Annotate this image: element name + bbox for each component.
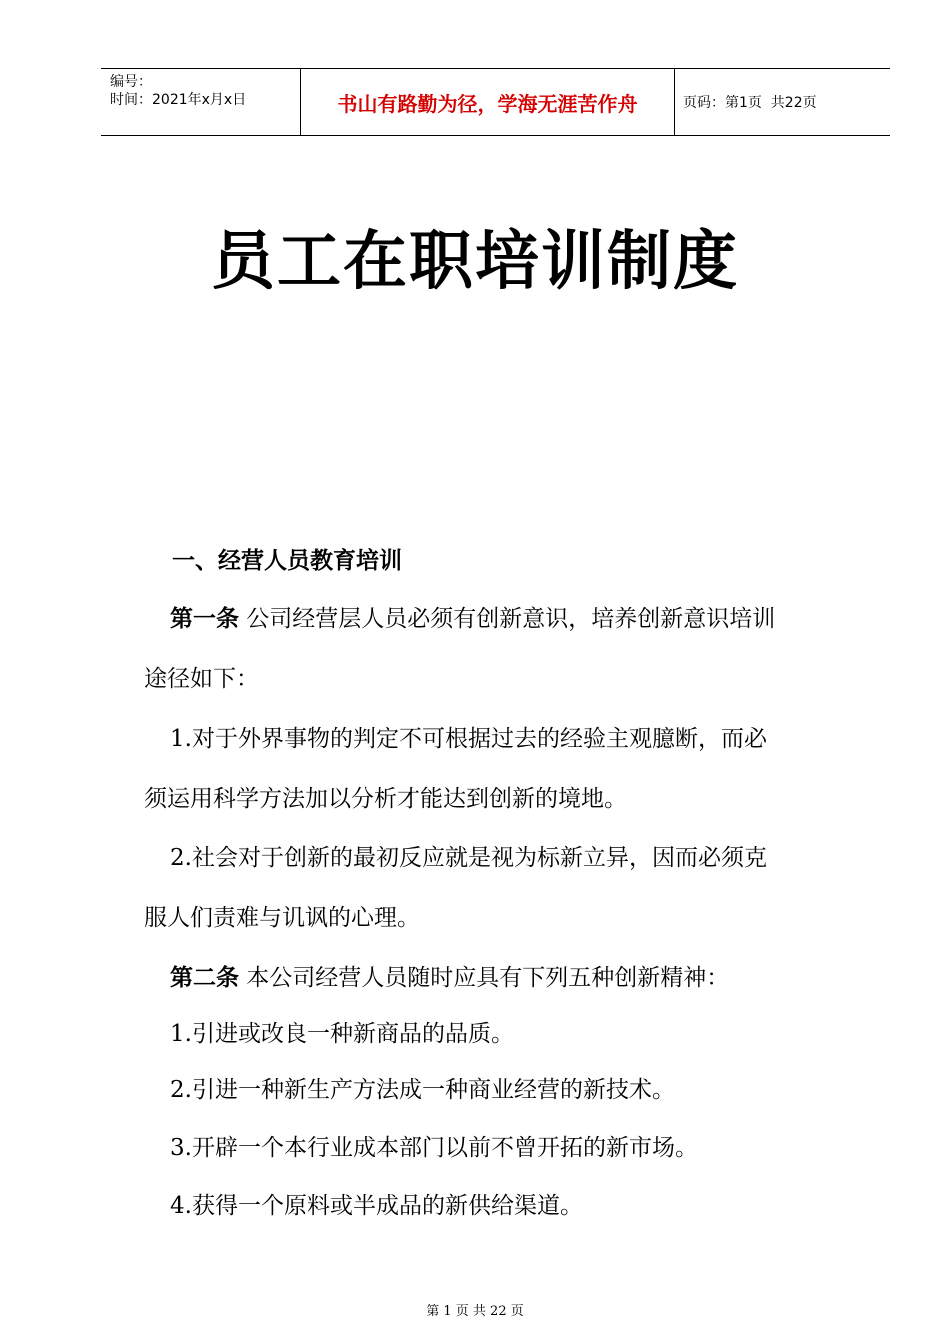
article-1-item-2-line-1: 2.社会对于创新的最初反应就是视为标新立异，因而必须克 [170, 845, 767, 871]
article-2-item: 4.获得一个原料或半成品的新供给渠道。 [170, 1193, 583, 1219]
header-number: 编号： [110, 74, 152, 90]
header-meta [101, 69, 301, 135]
article-1-line-1 [144, 604, 880, 634]
article-2-text-1: 本公司经营人员随时应具有下列五种创新精神： [239, 965, 730, 991]
article-2-item: 1.引进或改良一种新商品的品质。 [170, 1021, 514, 1047]
header-time: 时间：2021年x月x日 [110, 92, 247, 108]
page-header [101, 68, 890, 136]
article-2-item: 3.开辟一个本行业成本部门以前不曾开拓的新市场。 [170, 1135, 698, 1161]
article-1-item-2-line-2: 服人们责难与讥讽的心理。 [144, 905, 420, 931]
article-1-line-2: 途径如下： [144, 666, 259, 692]
article-2-item: 2.引进一种新生产方法成一种商业经营的新技术。 [170, 1077, 675, 1103]
article-1-item-1-line-1: 1.对于外界事物的判定不可根据过去的经验主观臆断，而必 [170, 726, 767, 752]
section-heading: 一、经营人员教育培训 [172, 548, 402, 574]
article-2-line-1 [144, 963, 880, 993]
header-page-info [675, 69, 890, 135]
article-1-item-1-line-2: 须运用科学方法加以分析才能达到创新的境地。 [144, 786, 627, 812]
header-page-label: 页码：第1页 共22页 [683, 95, 817, 111]
article-1-lead: 第一条 [170, 606, 239, 632]
article-2-lead: 第二条 [170, 965, 239, 991]
article-1-text-1: 公司经营层人员必须有创新意识，培养创新意识培训 [239, 606, 776, 632]
document-title: 员工在职培训制度 [211, 225, 739, 299]
header-motto: 书山有路勤为径，学海无涯苦作舟 [301, 69, 675, 135]
page-footer: 第 1 页 共 22 页 [426, 1304, 524, 1319]
